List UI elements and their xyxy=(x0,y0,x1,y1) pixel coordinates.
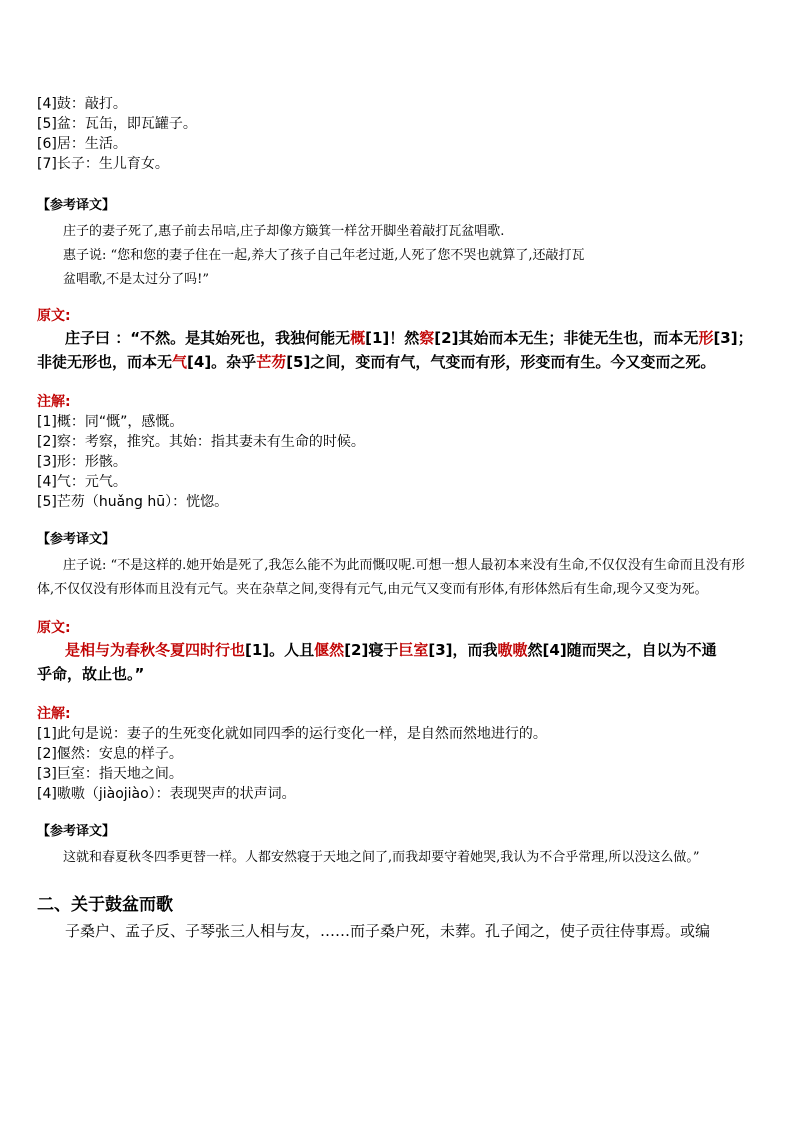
translation-line: 盆唱歌,不是太过分了吗!” xyxy=(63,272,210,287)
note-item: [7]长子：生儿育女。 xyxy=(37,156,169,172)
section-title: 二、关于鼓盆而歌 xyxy=(37,895,173,915)
translation-block-3: 这就和春夏秋冬四季更替一样。人都安然寝于天地之间了,而我却要守着她哭,我认为不合乎常理,所以没这么做。” xyxy=(63,850,700,865)
note-item: [4]气：元气。 xyxy=(37,474,127,490)
reference-translation-heading: 【参考译文】 xyxy=(37,198,116,213)
note-item: [3]巨室：指天地之间。 xyxy=(37,766,183,782)
note-item: [6]居：生活。 xyxy=(37,136,127,152)
original-text-label: 原文: xyxy=(37,308,71,324)
highlight-term: 偃然 xyxy=(314,641,345,659)
section-body: 子桑户、孟子反、子琴张三人相与友，……而子桑户死，未葬。孔子闻之，使子贡往侍事焉。或编 xyxy=(65,922,711,940)
annotation-label: 注解: xyxy=(37,706,71,722)
highlight-term: 巨室 xyxy=(398,641,429,659)
note-item: [3]形：形骸。 xyxy=(37,454,127,470)
note-item: [1]此句是说：妻子的生死变化就如同四季的运行变化一样，是自然而然地进行的。 xyxy=(37,726,547,742)
note-item: [5]芒芴（huǎng hū）：恍惚。 xyxy=(37,494,229,510)
notes-list-1 xyxy=(37,94,754,174)
highlight-term: 是相与为春秋冬夏四时行也 xyxy=(65,641,246,659)
highlight-term: 察 xyxy=(419,329,435,347)
note-item: [1]概：同“慨”，感慨。 xyxy=(37,414,184,430)
note-item: [4]鼓：敲打。 xyxy=(37,96,127,112)
highlight-term: 芒芴 xyxy=(256,353,287,371)
original-text-1: 庄子曰 ：“不然。是其始死也，我独何能无概[1]！然察[2]其始而本无生；非徒无生也，而本无形[3]；非徒无形也，而本无气[4]。杂乎芒芴[5]之间，变而有气，气变而有形，形变而有生。今又变而之死。 xyxy=(37,329,753,371)
original-text-2: 是相与为春秋冬夏四时行也[1]。人且偃然[2]寝于巨室[3]，而我嗷嗷然[4]随而哭之，自以为不通 乎命，故止也。” xyxy=(37,641,717,683)
note-item: [5]盆：瓦缶，即瓦罐子。 xyxy=(37,116,197,132)
reference-translation-heading: 【参考译文】 xyxy=(37,824,116,839)
note-item: [4]嗷嗷（jiàojiào）：表现哭声的状声词。 xyxy=(37,786,296,802)
translation-line: 庄子的妻子死了,惠子前去吊唁,庄子却像方簸箕一样岔开脚坐着敲打瓦盆唱歌. xyxy=(63,224,505,239)
translation-block-2: 庄子说: “不是这样的.她开始是死了,我怎么能不为此而慨叹呢.可想一想人最初本来没有生命,不仅仅没有生命而且没有形体,不仅仅没有形体而且没有元气。夹在杂草之间,变得有元气,由元气又变而有形体,有形体然后有生命,现今又变为死。 xyxy=(37,558,745,597)
notes-list-3 xyxy=(37,724,754,804)
translation-line: 惠子说: “您和您的妻子住在一起,养大了孩子自己年老过逝,人死了您不哭也就算了,还敲打瓦 xyxy=(63,248,585,263)
notes-list-2 xyxy=(37,412,754,512)
translation-block-1 xyxy=(37,220,754,292)
highlight-term: 嗷嗷 xyxy=(497,641,528,659)
note-item: [2]偃然：安息的样子。 xyxy=(37,746,183,762)
highlight-term: 气 xyxy=(172,353,188,371)
highlight-term: 概 xyxy=(350,329,366,347)
annotation-label: 注解: xyxy=(37,394,71,410)
original-text-label: 原文: xyxy=(37,620,71,636)
note-item: [2]察：考察，推究。其始：指其妻未有生命的时候。 xyxy=(37,434,365,450)
reference-translation-heading: 【参考译文】 xyxy=(37,532,116,547)
highlight-term: 形 xyxy=(698,329,714,347)
